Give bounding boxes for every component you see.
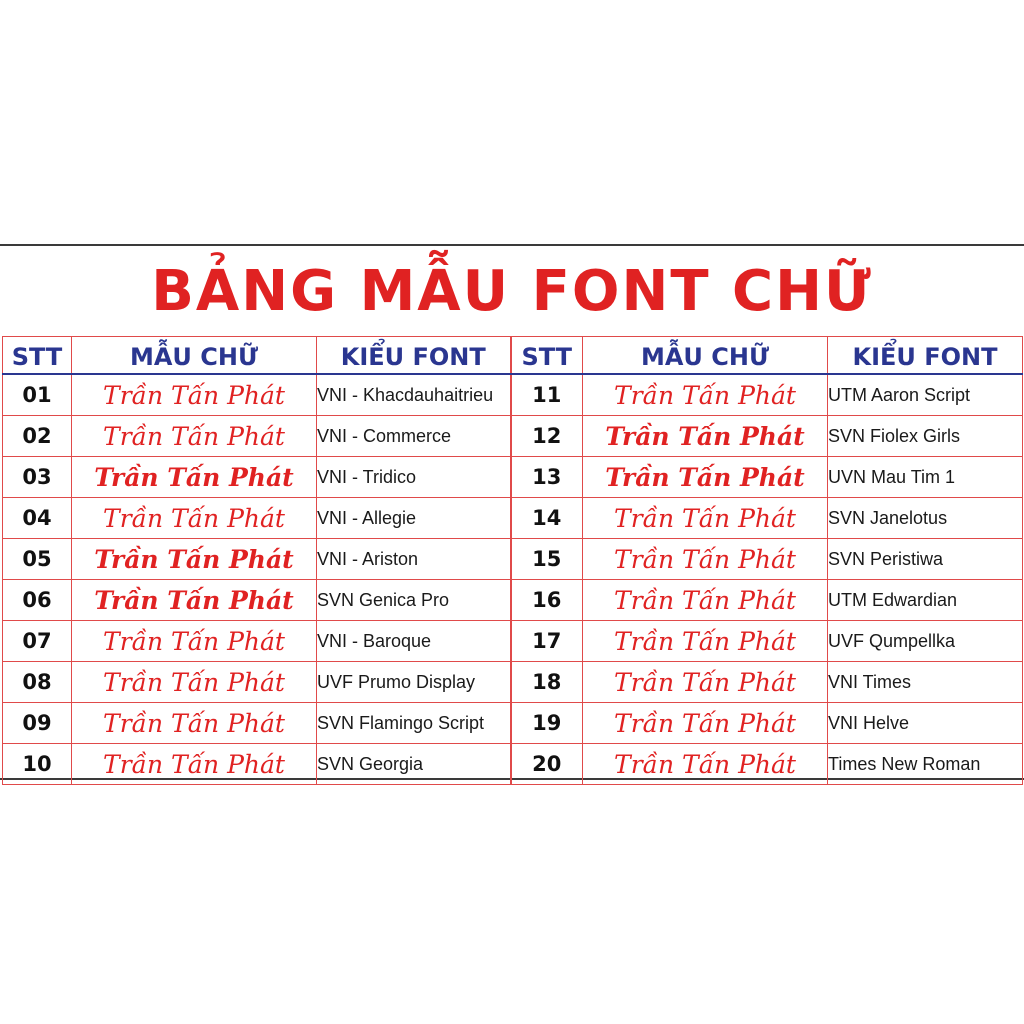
font-sample: Trần Tấn Phát (72, 457, 317, 498)
font-name: VNI - Tridico (317, 457, 511, 498)
font-sample: Trần Tấn Phát (583, 457, 828, 498)
font-name: SVN Fiolex Girls (828, 416, 1023, 457)
row-number: 09 (3, 703, 72, 744)
font-sample: Trần Tấn Phát (583, 703, 828, 744)
font-name: VNI - Commerce (317, 416, 511, 457)
font-name: UTM Aaron Script (828, 374, 1023, 416)
header-sample-right: MẪU CHỮ (583, 337, 828, 375)
font-name: VNI - Allegie (317, 498, 511, 539)
header-stt-right: STT (511, 337, 583, 375)
font-name: UVF Qumpellka (828, 621, 1023, 662)
font-name: SVN Genica Pro (317, 580, 511, 621)
font-sample: Trần Tấn Phát (72, 416, 317, 457)
row-number: 19 (511, 703, 583, 744)
row-number: 06 (3, 580, 72, 621)
table-row (3, 539, 1023, 580)
row-number: 01 (3, 374, 72, 416)
font-name: SVN Janelotus (828, 498, 1023, 539)
table-row (3, 416, 1023, 457)
font-sample: Trần Tấn Phát (72, 621, 317, 662)
row-number: 14 (511, 498, 583, 539)
page-title: BẢNG MẪU FONT CHỮ (151, 259, 873, 324)
font-name: UTM Edwardian (828, 580, 1023, 621)
row-number: 15 (511, 539, 583, 580)
font-sample-sheet (0, 244, 1024, 780)
font-sample: Trần Tấn Phát (583, 580, 828, 621)
table-row (3, 457, 1023, 498)
table-row (3, 703, 1023, 744)
table-row (3, 498, 1023, 539)
row-number: 08 (3, 662, 72, 703)
font-sample: Trần Tấn Phát (72, 744, 317, 785)
font-name: UVF Prumo Display (317, 662, 511, 703)
font-name: VNI Helve (828, 703, 1023, 744)
row-number: 20 (511, 744, 583, 785)
row-number: 07 (3, 621, 72, 662)
font-sample: Trần Tấn Phát (583, 416, 828, 457)
font-sample: Trần Tấn Phát (583, 621, 828, 662)
row-number: 04 (3, 498, 72, 539)
table-row (3, 662, 1023, 703)
font-sample: Trần Tấn Phát (583, 498, 828, 539)
font-sample: Trần Tấn Phát (72, 703, 317, 744)
header-sample-left: MẪU CHỮ (72, 337, 317, 375)
font-name: VNI - Khacdauhaitrieu (317, 374, 511, 416)
font-name: UVN Mau Tim 1 (828, 457, 1023, 498)
font-sample: Trần Tấn Phát (583, 374, 828, 416)
table-row (3, 374, 1023, 416)
font-name: Times New Roman (828, 744, 1023, 785)
header-stt-left: STT (3, 337, 72, 375)
font-sample: Trần Tấn Phát (72, 374, 317, 416)
header-font-left: KIỂU FONT (317, 337, 511, 375)
font-name: SVN Flamingo Script (317, 703, 511, 744)
font-sample: Trần Tấn Phát (72, 662, 317, 703)
table-row (3, 621, 1023, 662)
row-number: 10 (3, 744, 72, 785)
font-sample: Trần Tấn Phát (72, 539, 317, 580)
row-number: 17 (511, 621, 583, 662)
font-sample: Trần Tấn Phát (583, 662, 828, 703)
row-number: 05 (3, 539, 72, 580)
font-name: SVN Peristiwa (828, 539, 1023, 580)
font-name: VNI - Baroque (317, 621, 511, 662)
font-sample: Trần Tấn Phát (72, 498, 317, 539)
row-number: 11 (511, 374, 583, 416)
row-number: 16 (511, 580, 583, 621)
font-sample: Trần Tấn Phát (583, 539, 828, 580)
font-name: VNI - Ariston (317, 539, 511, 580)
row-number: 02 (3, 416, 72, 457)
table-row (3, 580, 1023, 621)
row-number: 03 (3, 457, 72, 498)
font-table (2, 336, 1023, 785)
table-row (3, 744, 1023, 785)
font-name: VNI Times (828, 662, 1023, 703)
header-row (3, 337, 1023, 375)
font-name: SVN Georgia (317, 744, 511, 785)
row-number: 12 (511, 416, 583, 457)
row-number: 18 (511, 662, 583, 703)
font-sample: Trần Tấn Phát (583, 744, 828, 785)
row-number: 13 (511, 457, 583, 498)
header-font-right: KIỂU FONT (828, 337, 1023, 375)
font-sample: Trần Tấn Phát (72, 580, 317, 621)
